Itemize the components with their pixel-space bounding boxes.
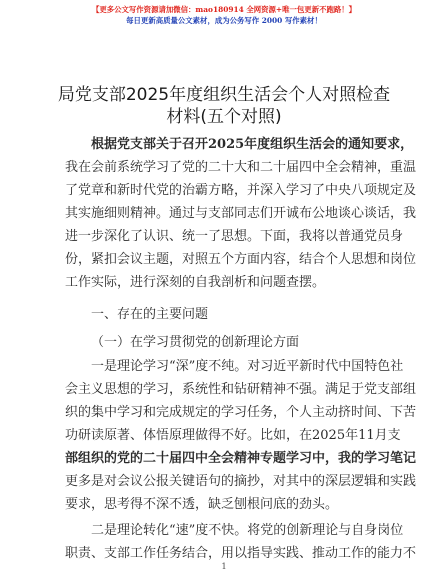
paragraph-line: 进一步深化了认识、统一了思想。下面，我将以普通党员身: [65, 229, 404, 244]
paragraph-line: 我在会前系统学习了党的二十大和二十届四中全会精神，重温: [65, 160, 417, 175]
promo-banner-line-1: 【更多公文写作资源请加微信：mao180914 全网资源+唯一包更新不跑路！】: [91, 5, 357, 14]
paragraph-line: 其实施细则精神。通过与支部同志们开诚布公地谈心谈话，我: [65, 206, 417, 221]
promo-banner-line-2: 每日更新高质量公文素材，成为公务写作 2000 写作素材！: [126, 16, 322, 25]
paragraph-line: 根据党支部关于召开2025年度组织生活会的通知要求，: [91, 137, 414, 152]
paragraph-line: 会主义思想的学习，系统性和钻研精神不强。满足于党支部组: [65, 382, 417, 397]
paragraph-line: 更多是对会议公报关键语句的摘抄，对其中的深层逻辑和实践: [65, 474, 417, 489]
paragraph-line: 职责、支部工作任务结合，用以指导实践、推动工作的能力不: [65, 546, 417, 561]
problem-paragraph-1: [65, 355, 417, 516]
paragraph-line: 部组织的党的二十届四中全会精神专题学习中，我的学习笔记: [65, 451, 417, 466]
page-number: 1: [221, 562, 227, 571]
paragraph-line: 织的集中学习和完成规定的学习任务，个人主动挤时间、下苦: [65, 405, 417, 420]
paragraph-line: 二是理论转化“速”度不快。将党的创新理论与自身岗位: [91, 523, 404, 538]
paragraph-line: 功研读原著、体悟原理做得不好。比如，在2025年11月支: [65, 428, 401, 443]
paragraph-line: 了党章和新时代党的治霸方略，并深入学习了中央八项规定及: [65, 183, 417, 198]
paragraph-line: 一是理论学习“深”度不纯。对习近平新时代中国特色社: [91, 359, 404, 374]
section-heading: 一、存在的主要问题: [91, 307, 209, 322]
paragraph-line: 工作实际，进行深刻的自我剖析和问题查摆。: [65, 275, 326, 290]
subsection-heading: （一）在学习贯彻党的创新理论方面: [91, 335, 300, 350]
problem-paragraph-2: [65, 519, 417, 565]
intro-paragraph: [65, 133, 417, 294]
promo-banner: [0, 4, 448, 26]
paragraph-line: 要求，思考得不深不透，缺乏刨根问底的劲头。: [65, 497, 339, 512]
paragraph-line: 份，紧扣会议主题，对照五个方面内容，结合个人思想和岗位: [65, 252, 417, 267]
document-title: 局党支部2025年度组织生活会个人对照检查材料(五个对照): [57, 85, 391, 127]
